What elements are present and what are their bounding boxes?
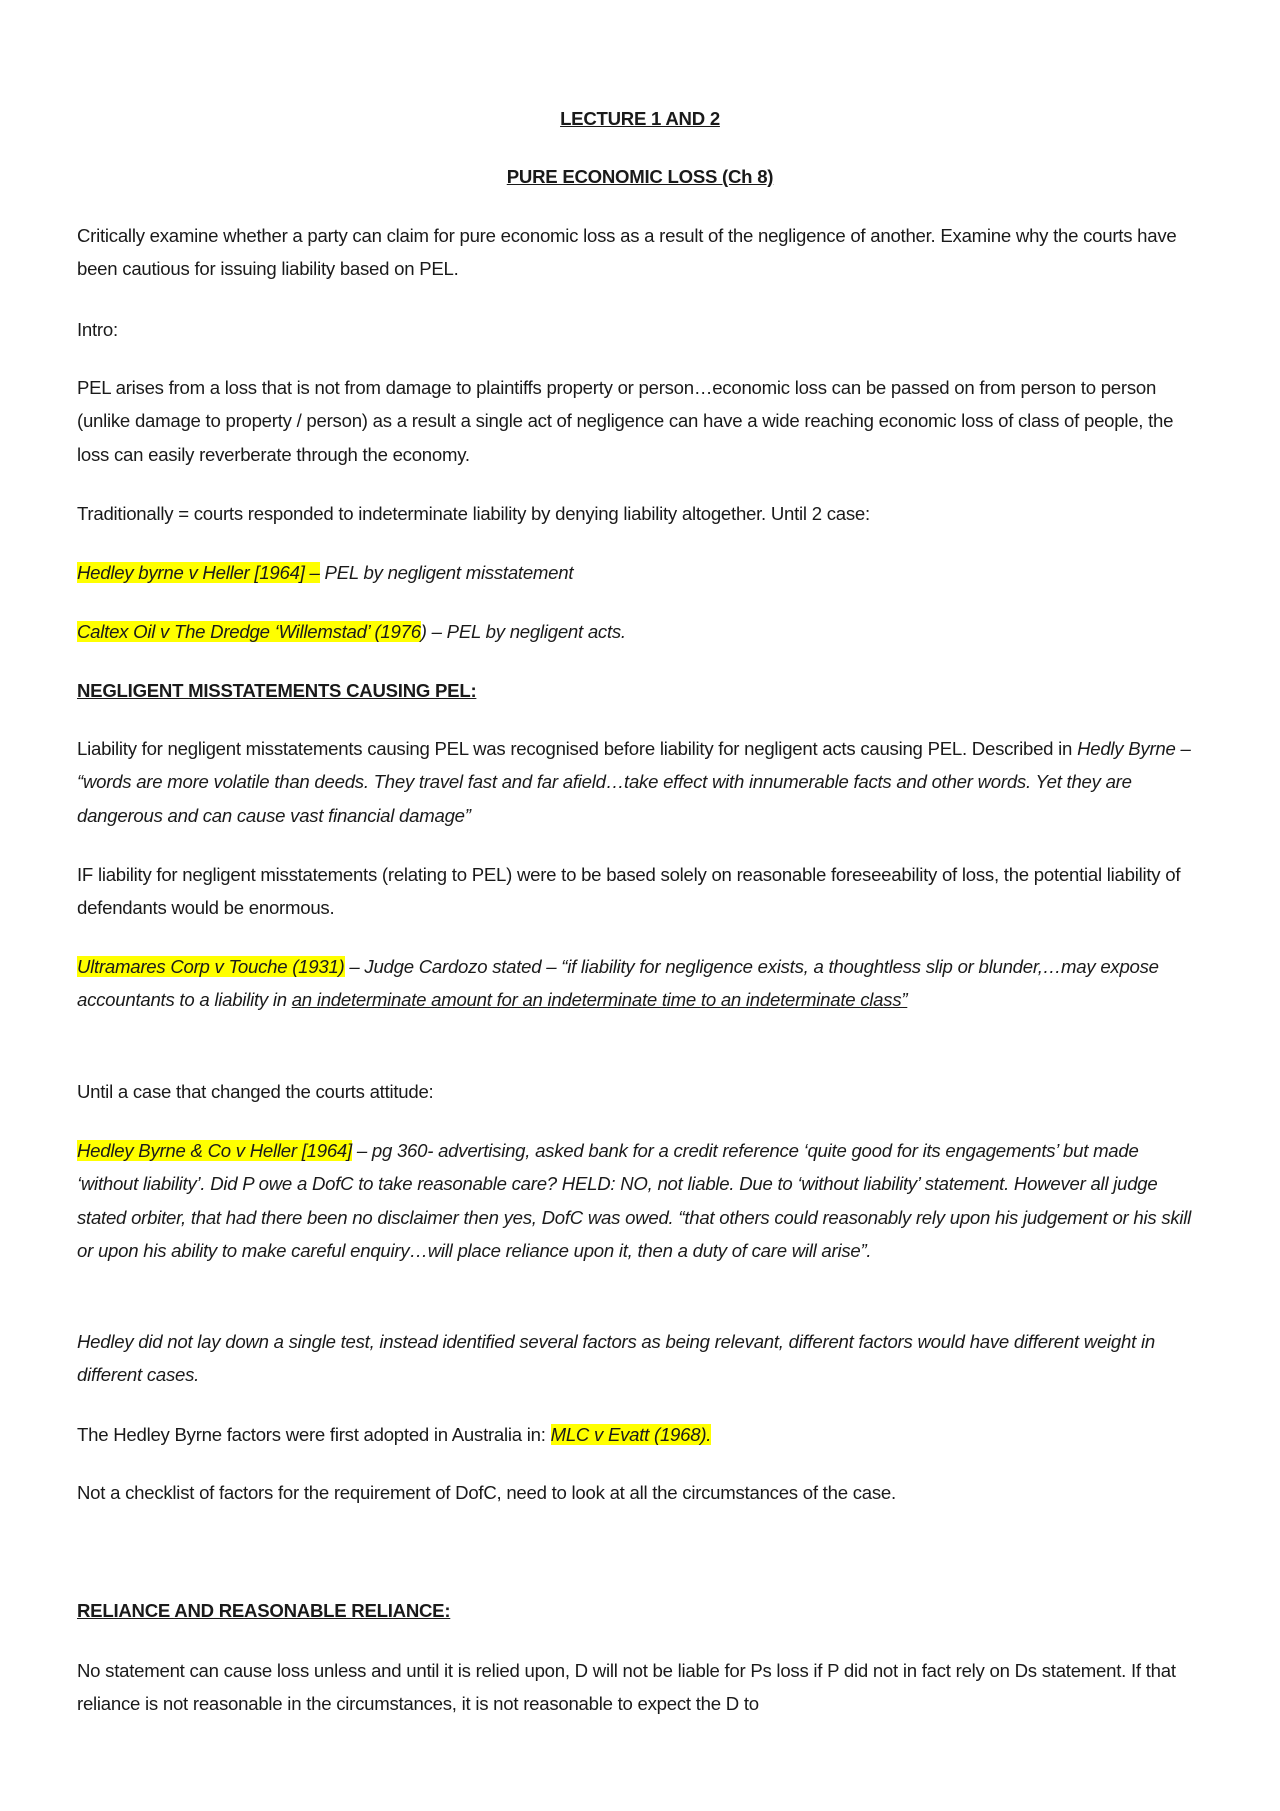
case-name-highlight: Hedley Byrne & Co v Heller [1964] <box>77 1140 352 1161</box>
ultramares-paragraph <box>77 950 1202 1017</box>
if-liability-paragraph: IF liability for negligent misstatements (relating to PEL) were to be based solely on reasonable foreseeability of loss, the potential liability of defendants would be enormous. <box>77 864 1181 919</box>
hedley-test-paragraph: Hedley did not lay down a single test, instead identified several factors as being relevant, different factors would have different weight in different cases. <box>77 1331 1155 1386</box>
reliance-paragraph: No statement can cause loss unless and until it is relied upon, D will not be liable for Ps loss if P did not in fact rely on Ds statement. If that reliance is not reasonable in the circumstances, it is not reasonable to expect the D to <box>77 1660 1176 1715</box>
checklist-paragraph: Not a checklist of factors for the requirement of DofC, need to look at all the circumstances of the case. <box>77 1482 896 1503</box>
adopted-paragraph <box>77 1418 1202 1451</box>
case-description: PEL by negligent misstatement <box>319 562 574 583</box>
until-paragraph: Until a case that changed the courts attitude: <box>77 1081 434 1102</box>
case-hedley-byrne-line <box>77 556 1202 589</box>
case-description: ) – PEL by negligent acts. <box>420 621 626 642</box>
case-caltex-line <box>77 615 1202 648</box>
case-name-highlight: Ultramares Corp v Touche (1931) <box>77 956 345 977</box>
page-title: LECTURE 1 AND 2 <box>560 108 720 129</box>
liability-paragraph <box>77 732 1202 832</box>
liability-text: Liability for negligent misstatements causing PEL was recognised before liability for negligent acts causing PEL. Described in <box>77 738 1078 759</box>
case-name-highlight: Caltex Oil v The Dredge ‘Willemstad’ (1976 <box>77 621 421 642</box>
traditionally-paragraph: Traditionally = courts responded to indeterminate liability by denying liability altogether. Until 2 case: <box>77 503 870 524</box>
liability-quote: Hedly Byrne – “words are more volatile than deeds. They travel fast and far afield…take effect with innumerable facts and other words. Yet they are dangerous and can cause vast financial damage” <box>77 738 1191 826</box>
page-subtitle: PURE ECONOMIC LOSS (Ch 8) <box>506 166 774 187</box>
section-heading-negligent-misstatements: NEGLIGENT MISSTATEMENTS CAUSING PEL: <box>77 680 477 701</box>
adopted-text: The Hedley Byrne factors were first adopted in Australia in: <box>77 1424 551 1445</box>
question-paragraph: Critically examine whether a party can claim for pure economic loss as a result of the negligence of another. Examine why the courts have been cautious for issuing liability based on PEL. <box>77 225 1177 280</box>
intro-label: Intro: <box>77 319 118 340</box>
section-heading-reliance: RELIANCE AND REASONABLE RELIANCE: <box>77 1600 451 1621</box>
ultramares-quote: – Judge Cardozo stated – “if liability for negligence exists, a thoughtless slip or blunder,…may expose accountants to a liability in <box>77 956 1159 1011</box>
hedley-byrne-paragraph <box>77 1134 1202 1268</box>
case-name-highlight: Hedley byrne v Heller [1964] – <box>77 562 320 583</box>
case-name-highlight: MLC v Evatt (1968). <box>550 1424 712 1445</box>
intro-paragraph: PEL arises from a loss that is not from damage to plaintiffs property or person…economic loss can be passed on from person to person (unlike damage to property / person) as a result a single act of negligence can have a wide reaching economic loss of class of people, the loss can easily reverberate through the economy. <box>77 377 1174 465</box>
hedley-byrne-description: – pg 360- advertising, asked bank for a credit reference ‘quite good for its engagements’ but made ‘without liability’. Did P owe a DofC to take reasonable care? HELD: NO, not liable. Due to ‘without liability’ statement. However all judge stated orbiter, that had there been no disclaimer then yes, DofC was owed. “that others could reasonably rely upon his judgement or his skill or upon his ability to make careful enquiry…will place reliance upon it, then a duty of care will arise”. <box>77 1140 1192 1262</box>
ultramares-quote-underlined: an indeterminate amount for an indeterminate time to an indeterminate class” <box>291 989 908 1011</box>
